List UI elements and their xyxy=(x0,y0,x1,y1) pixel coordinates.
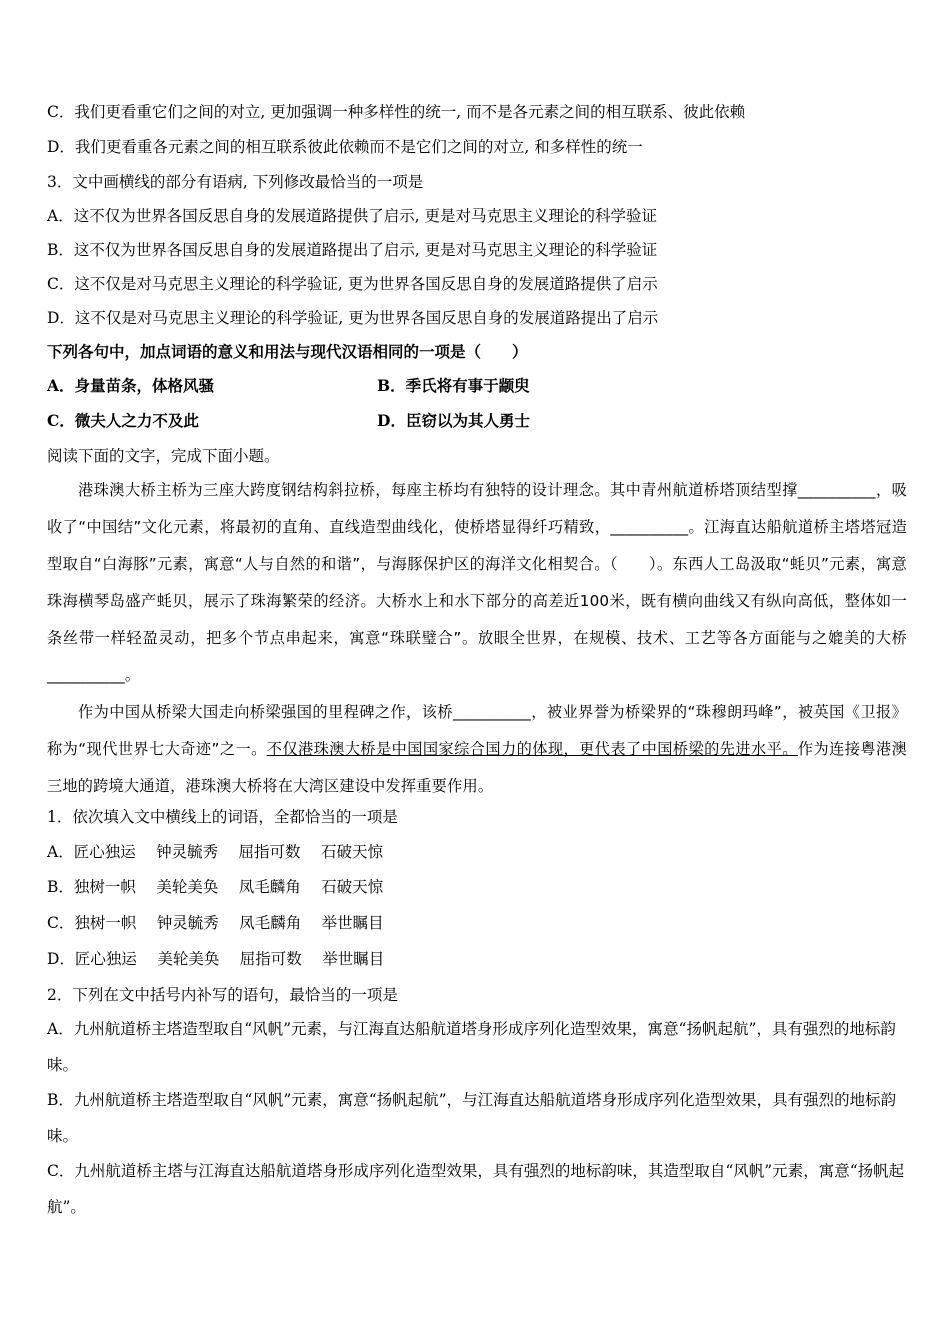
classical-option-b: B．季氏将有事于颛臾 xyxy=(377,376,530,395)
passage-p2-lead: 作为中国从桥梁大国走向桥梁强国的里程碑之作，该桥__________，被业界誉为桥梁界的“珠穆朗玛峰”，被英国《卫报》称为“现代世界七大奇迹”之一。 xyxy=(47,703,907,758)
classical-question-stem: 下列各句中，加点词语的意义和用法与现代汉语相同的一项是（ ） xyxy=(47,342,528,361)
reading-passage xyxy=(47,472,907,805)
question-1-option-b: B．独树一帜 美轮美奂 凤毛麟角 石破天惊 xyxy=(47,878,384,896)
passage-paragraph-2 xyxy=(47,694,907,805)
question-1-option-d: D．匠心独运 美轮美奂 屈指可数 举世瞩目 xyxy=(47,950,385,968)
passage-p2-tail: 作为连接粤港澳三地的跨境大通道，港珠澳大桥将在大湾区建设中发挥重要作用。 xyxy=(47,740,907,795)
question-3-option-b: B．这不仅为世界各国反思自身的发展道路提出了启示, 更是对马克思主义理论的科学验证 xyxy=(47,241,658,259)
question-2-option-a: A．九州航道桥主塔造型取自“风帆”元素，与江海直达船航道塔身形成序列化造型效果，寓意“扬帆起航”，具有强烈的地标韵味。 xyxy=(47,1020,896,1074)
passage-paragraph-1: 港珠澳大桥主桥为三座大跨度钢结构斜拉桥，每座主桥均有独特的设计理念。其中青州航道桥塔顶结型撑__________，吸收了“中国结”文化元素，将最初的直角、直线造型曲线化，使桥塔显得纤巧精致，__________。江海直达船航道桥主塔塔冠造型取自“白海豚”元素，寓意“人与自然的和谐”，与海豚保护区的海洋文化相契合。（ ）。东西人工岛汲取“蚝贝”元素，寓意珠海横琴岛盛产蚝贝，展示了珠海繁荣的经济。大桥水上和水下部分的高差近100米，既有横向曲线又有纵向高低，整体如一条丝带一样轻盈灵动，把多个节点串起来，寓意“珠联璧合”。放眼全世界，在规模、技术、工艺等各方面能与之媲美的大桥__________。 xyxy=(47,481,907,684)
question-2-option-b: B．九州航道桥主塔造型取自“风帆”元素，寓意“扬帆起航”，与江海直达船航道塔身形成序列化造型效果，具有强烈的地标韵味。 xyxy=(47,1091,897,1145)
question-3-option-d: D．这不仅是对马克思主义理论的科学验证, 更为世界各国反思自身的发展道路提出了启示 xyxy=(47,309,659,327)
question-3-option-c: C．这不仅是对马克思主义理论的科学验证, 更为世界各国反思自身的发展道路提供了启示 xyxy=(47,275,658,293)
option-c-line: C．我们更看重它们之间的对立, 更加强调一种多样性的统一, 而不是各元素之间的相互联系、彼此依赖 xyxy=(47,103,746,121)
question-3-option-a: A．这不仅为世界各国反思自身的发展道路提供了启示, 更是对马克思主义理论的科学验证 xyxy=(47,207,658,225)
question-1-option-c: C．独树一帜 钟灵毓秀 凤毛麟角 举世瞩目 xyxy=(47,914,384,932)
question-2-option-c: C．九州航道桥主塔与江海直达船航道塔身形成序列化造型效果，具有强烈的地标韵味，其造型取自“风帆”元素，寓意“扬帆起航”。 xyxy=(47,1162,905,1216)
classical-option-d: D．臣窃以为其人勇士 xyxy=(377,411,530,430)
reading-intro: 阅读下面的文字，完成下面小题。 xyxy=(47,447,280,465)
underlined-sentence: 不仅港珠澳大桥是中国国家综合国力的体现，更代表了中国桥梁的先进水平。 xyxy=(266,740,798,758)
classical-option-a: A．身量苗条，体格风骚 xyxy=(47,376,215,395)
question-3-stem: 3．文中画横线的部分有语病, 下列修改最恰当的一项是 xyxy=(47,173,424,191)
classical-option-c: C．微夫人之力不及此 xyxy=(47,411,199,430)
question-1-stem: 1．依次填入文中横线上的词语，全都恰当的一项是 xyxy=(47,808,398,826)
option-d-line: D．我们更看重各元素之间的相互联系彼此依赖而不是它们之间的对立, 和多样性的统一 xyxy=(47,138,643,156)
question-2-stem: 2．下列在文中括号内补写的语句，最恰当的一项是 xyxy=(47,986,398,1004)
question-1-option-a: A．匠心独运 钟灵毓秀 屈指可数 石破天惊 xyxy=(47,843,383,861)
